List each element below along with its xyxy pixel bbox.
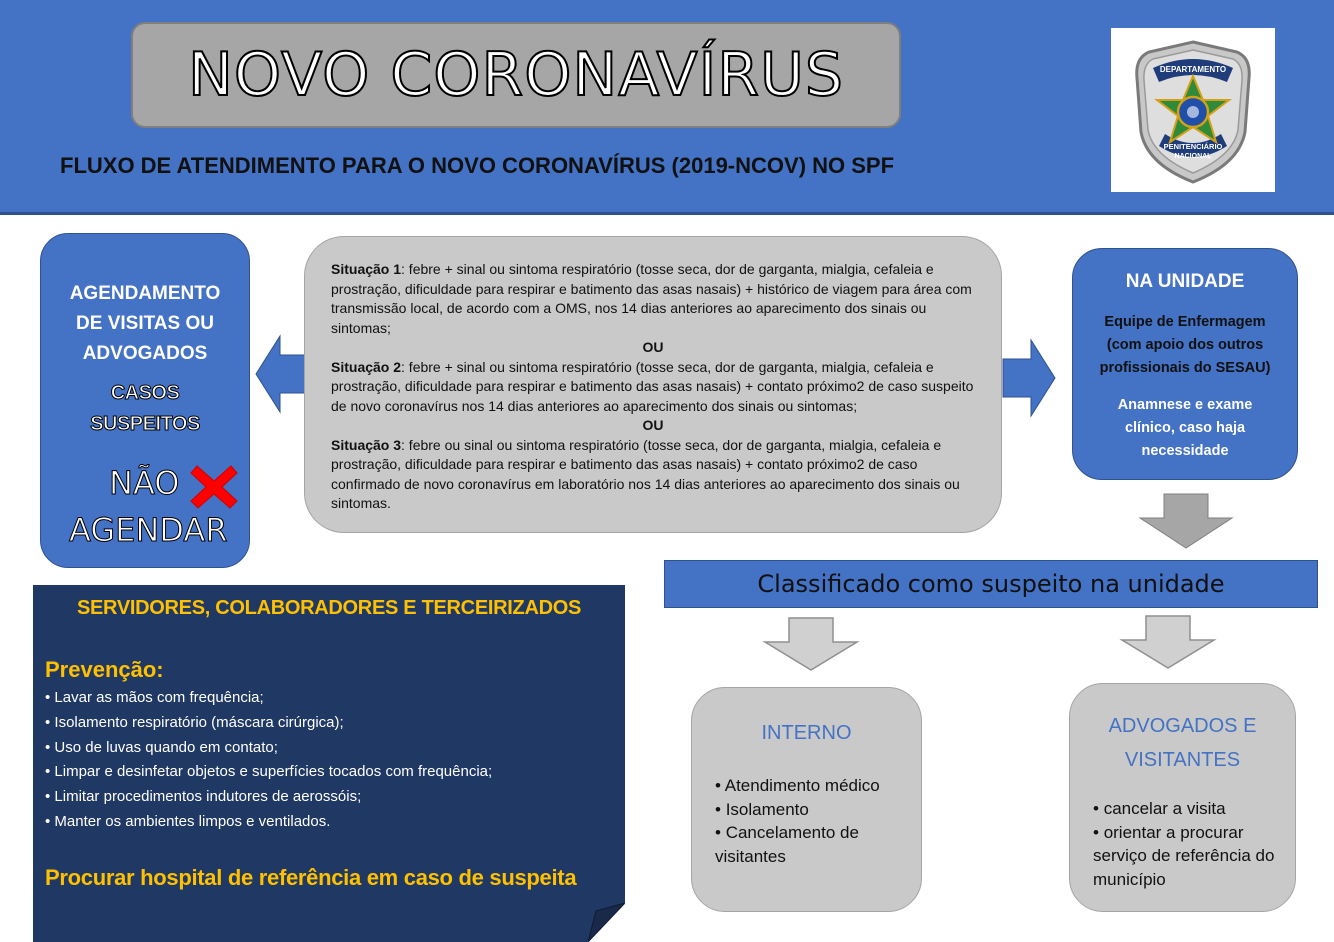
header-divider [0, 212, 1334, 215]
list-item: • cancelar a visita [1093, 797, 1283, 821]
lawyers-visitors-title [1070, 709, 1295, 777]
title-line: ADVOGADOS E [1108, 715, 1257, 737]
situation-3-label: Situação 3 [331, 436, 402, 453]
red-x-icon [189, 462, 239, 512]
team-line: Equipe de Enfermagem [1104, 314, 1266, 330]
list-item: • Limitar procedimentos indutores de aerossóis; [45, 785, 492, 810]
agendar-label: AGENDAR [69, 511, 228, 549]
badge-top-text: DEPARTAMENTO [1159, 65, 1227, 74]
unit-title: NA UNIDADE [1125, 271, 1245, 292]
prevention-list [45, 686, 492, 835]
team-line: profissionais do SESAU) [1099, 360, 1271, 376]
page-subtitle: FLUXO DE ATENDIMENTO PARA O NOVO CORONAVÍRUS (2019-NCOV) NO SPF [60, 153, 895, 178]
exam-text [1073, 394, 1297, 463]
or-separator: OU [642, 339, 664, 355]
title-box [131, 22, 901, 128]
list-item: • Isolamento respiratório (máscara cirúrgica); [45, 711, 492, 736]
agenda-title-line: DE VISITAS OU [76, 313, 214, 334]
inmate-box [691, 687, 922, 912]
cases-line: SUSPEITOS [90, 413, 200, 435]
list-item: • Cancelamento de visitantes [715, 821, 915, 868]
badge-bottom-text-1: PENITENCIÁRIO [1163, 142, 1223, 151]
arrow-right-icon [1003, 340, 1055, 416]
inmate-actions-list [715, 774, 915, 868]
unit-box [1072, 248, 1298, 480]
exam-line: Anamnese e exame [1117, 397, 1253, 413]
cases-line: CASOS [110, 382, 180, 404]
hospital-referral-text: Procurar hospital de referência em caso de suspeita [45, 865, 577, 890]
arrow-down-icon [1140, 494, 1232, 548]
list-item: • Atendimento médico [715, 774, 915, 798]
arrow-down-icon [1122, 616, 1214, 668]
situation-3 [331, 436, 975, 514]
lawyers-actions-list [1093, 797, 1283, 891]
list-item: • Limpar e desinfetar objetos e superfícies tocados com frequência; [45, 760, 492, 785]
lawyers-visitors-box [1069, 683, 1296, 912]
situation-1-label: Situação 1 [331, 261, 402, 277]
team-line: (com apoio dos outros [1106, 337, 1264, 353]
situation-2 [331, 358, 975, 417]
situation-3-text: : febre ou sinal ou sintoma respiratório (tosse seca, dor de garganta, mialgia, cefaleia e prostração, dificuldade para respirar e batimento das asas nasais) + contato próximo2 de caso confirmado de novo coronavírus em laboratório nos 14 dias anteriores ao aparecimento dos sinais ou sintomas. [331, 436, 960, 511]
logo-frame [1111, 28, 1275, 192]
inmate-title: INTERNO [761, 722, 852, 744]
list-item: • Uso de luvas quando em contato; [45, 736, 492, 761]
situations-box [304, 236, 1002, 533]
list-item: • Isolamento [715, 798, 915, 822]
agenda-title [41, 279, 249, 369]
badge-bottom-text-2: NACIONAL [1174, 153, 1212, 160]
nursing-team-text [1073, 311, 1297, 380]
exam-line: clínico, caso haja [1124, 420, 1246, 436]
classified-suspect-text: Classificado como suspeito na unidade [757, 570, 1225, 598]
prevention-title: Prevenção: [45, 657, 164, 682]
title-line: VISITANTES [1124, 749, 1241, 771]
staff-title: SERVIDORES, COLABORADORES E TERCEIRIZADOS [76, 597, 582, 619]
list-item: • Manter os ambientes limpos e ventilados. [45, 810, 492, 835]
page-fold-icon [588, 903, 625, 942]
exam-line: necessidade [1141, 443, 1229, 459]
classified-suspect-bar [664, 560, 1318, 608]
department-badge-icon [1111, 28, 1275, 192]
arrow-left-icon [256, 336, 308, 412]
situation-2-text: : febre + sinal ou sintoma respiratório (tosse seca, dor de garganta, mialgia, cefaleia e prostração, dificuldade para respirar e batimento das asas nasais) + contato próximo2 de caso suspeito de novo coronavírus nos 14 dias anteriores ao aparecimento dos sinais ou sintomas; [331, 358, 974, 414]
agenda-box [40, 233, 250, 568]
list-item: • orientar a procurar serviço de referência do município [1093, 821, 1283, 892]
agenda-title-line: AGENDAMENTO [69, 283, 221, 304]
arrow-down-icon [765, 618, 857, 670]
suspect-cases-label [41, 378, 249, 440]
nao-label: NÃO [109, 464, 180, 502]
staff-prevention-box [33, 585, 625, 942]
page-title: NOVO CORONAVÍRUS [188, 40, 844, 110]
situation-2-label: Situação 2 [331, 358, 402, 375]
situation-1 [331, 260, 975, 338]
list-item: • Lavar as mãos com frequência; [45, 686, 492, 711]
situation-1-text: : febre + sinal ou sintoma respiratório (tosse seca, dor de garganta, mialgia, cefaleia e prostração, dificuldade para respirar e batimento das asas nasais) + histórico de viagem para área com transmissão local, de acordo com a OMS, nos 14 dias anteriores ao aparecimento dos sinais ou sintomas; [331, 261, 972, 336]
or-separator: OU [642, 417, 664, 433]
agenda-title-line: ADVOGADOS [82, 343, 208, 364]
